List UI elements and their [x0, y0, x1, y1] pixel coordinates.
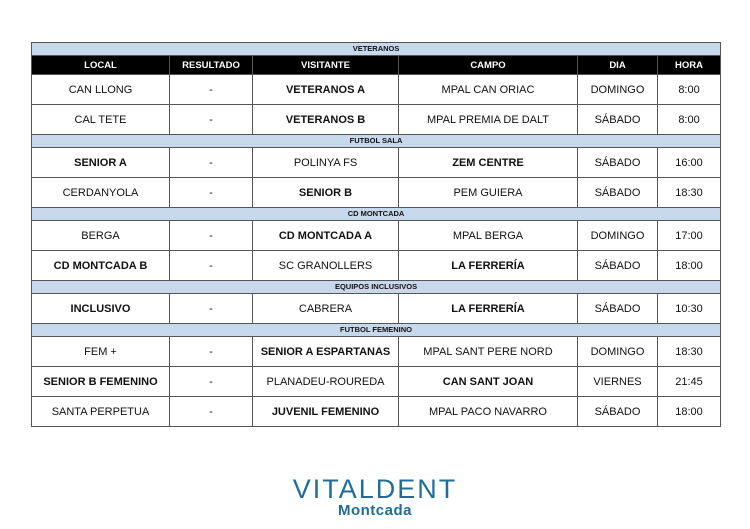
cell-dia: SÁBADO: [578, 251, 658, 281]
cell-resultado: -: [170, 337, 253, 367]
cell-campo: LA FERRERÍA: [399, 294, 578, 324]
column-header-resultado: RESULTADO: [170, 56, 253, 75]
cell-hora: 8:00: [658, 105, 721, 135]
section-title: VETERANOS: [32, 43, 721, 56]
cell-resultado: -: [170, 221, 253, 251]
cell-resultado: -: [170, 294, 253, 324]
cell-campo: MPAL CAN ORIAC: [399, 75, 578, 105]
cell-resultado: -: [170, 105, 253, 135]
vitaldent-logo: VITALDENT: [292, 474, 458, 504]
cell-visitante: SENIOR B: [253, 178, 399, 208]
table-row: [32, 337, 721, 367]
cell-local: CD MONTCADA B: [32, 251, 170, 281]
table-row: [32, 178, 721, 208]
cell-hora: 21:45: [658, 367, 721, 397]
schedule-table: [31, 42, 721, 427]
cell-hora: 10:30: [658, 294, 721, 324]
table-row: [32, 397, 721, 427]
table-row: [32, 294, 721, 324]
cell-campo: LA FERRERÍA: [399, 251, 578, 281]
cell-campo: MPAL PACO NAVARRO: [399, 397, 578, 427]
cell-campo: ZEM CENTRE: [399, 148, 578, 178]
cell-visitante: SENIOR A ESPARTANAS: [253, 337, 399, 367]
cell-hora: 16:00: [658, 148, 721, 178]
cell-dia: SÁBADO: [578, 397, 658, 427]
cell-local: SENIOR A: [32, 148, 170, 178]
section-header: [32, 324, 721, 337]
table-row: [32, 221, 721, 251]
cell-hora: 8:00: [658, 75, 721, 105]
cell-visitante: JUVENIL FEMENINO: [253, 397, 399, 427]
cell-resultado: -: [170, 367, 253, 397]
cell-hora: 18:00: [658, 397, 721, 427]
cell-hora: 17:00: [658, 221, 721, 251]
section-header: [32, 281, 721, 294]
cell-resultado: -: [170, 148, 253, 178]
cell-visitante: PLANADEU-ROUREDA: [253, 367, 399, 397]
column-header-campo: CAMPO: [399, 56, 578, 75]
cell-local: SANTA PERPETUA: [32, 397, 170, 427]
section-title: FUTBOL SALA: [32, 135, 721, 148]
section-title: CD MONTCADA: [32, 208, 721, 221]
table-row: [32, 367, 721, 397]
schedule-body: [32, 43, 721, 427]
logo-location: Montcada: [337, 502, 412, 519]
cell-campo: PEM GUIERA: [399, 178, 578, 208]
table-row: [32, 148, 721, 178]
section-header: [32, 208, 721, 221]
cell-resultado: -: [170, 251, 253, 281]
cell-dia: SÁBADO: [578, 148, 658, 178]
cell-local: FEM +: [32, 337, 170, 367]
column-headers: [32, 56, 721, 75]
cell-local: CAL TETE: [32, 105, 170, 135]
table-row: [32, 251, 721, 281]
cell-visitante: POLINYA FS: [253, 148, 399, 178]
cell-local: BERGA: [32, 221, 170, 251]
cell-local: CAN LLONG: [32, 75, 170, 105]
cell-hora: 18:30: [658, 337, 721, 367]
cell-dia: SÁBADO: [578, 178, 658, 208]
table-row: [32, 75, 721, 105]
cell-campo: MPAL BERGA: [399, 221, 578, 251]
cell-campo: MPAL SANT PERE NORD: [399, 337, 578, 367]
table-row: [32, 105, 721, 135]
cell-visitante: CD MONTCADA A: [253, 221, 399, 251]
cell-dia: VIERNES: [578, 367, 658, 397]
cell-hora: 18:30: [658, 178, 721, 208]
column-header-dia: DIA: [578, 56, 658, 75]
cell-dia: SÁBADO: [578, 294, 658, 324]
cell-local: INCLUSIVO: [32, 294, 170, 324]
column-header-local: LOCAL: [32, 56, 170, 75]
cell-visitante: VETERANOS A: [253, 75, 399, 105]
section-header: [32, 135, 721, 148]
cell-dia: SÁBADO: [578, 105, 658, 135]
cell-dia: DOMINGO: [578, 221, 658, 251]
cell-local: SENIOR B FEMENINO: [32, 367, 170, 397]
cell-resultado: -: [170, 178, 253, 208]
section-title: FUTBOL FEMENINO: [32, 324, 721, 337]
section-title: EQUIPOS INCLUSIVOS: [32, 281, 721, 294]
cell-resultado: -: [170, 397, 253, 427]
cell-resultado: -: [170, 75, 253, 105]
cell-visitante: SC GRANOLLERS: [253, 251, 399, 281]
column-header-hora: HORA: [658, 56, 721, 75]
cell-visitante: VETERANOS B: [253, 105, 399, 135]
cell-hora: 18:00: [658, 251, 721, 281]
cell-dia: DOMINGO: [578, 337, 658, 367]
cell-campo: MPAL PREMIA DE DALT: [399, 105, 578, 135]
cell-campo: CAN SANT JOAN: [399, 367, 578, 397]
cell-visitante: CABRERA: [253, 294, 399, 324]
section-header: [32, 43, 721, 56]
column-header-visitante: VISITANTE: [253, 56, 399, 75]
cell-local: CERDANYOLA: [32, 178, 170, 208]
cell-dia: DOMINGO: [578, 75, 658, 105]
